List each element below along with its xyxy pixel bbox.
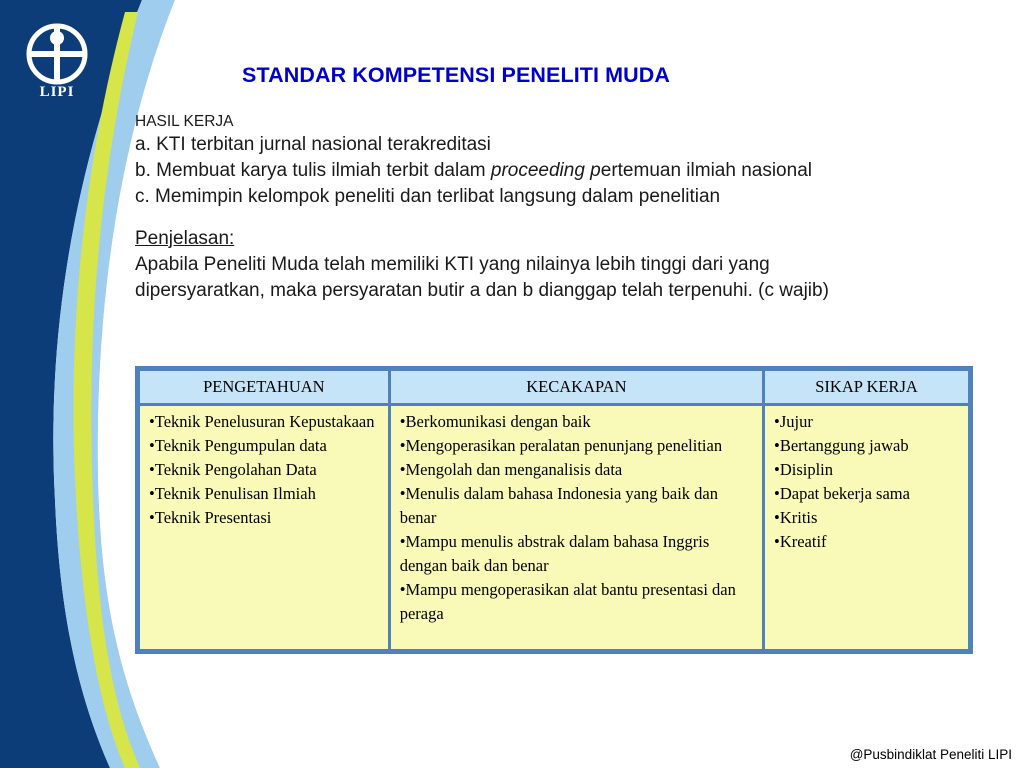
list-item: •Mampu menulis abstrak dalam bahasa Inggris dengan baik dan benar xyxy=(399,532,710,575)
cell-pengetahuan xyxy=(139,405,390,651)
list-item: •Disiplin xyxy=(774,460,833,479)
list-item: •Dapat bekerja sama xyxy=(774,484,910,503)
logo-text: LIPI xyxy=(39,84,75,100)
list-item: •Mengoperasikan peralatan penunjang penelitian xyxy=(399,436,723,455)
list-item: •Mampu mengoperasikan alat bantu presentasi dan peraga xyxy=(399,580,736,623)
list-item: •Teknik Penelusuran Kepustakaan xyxy=(149,412,375,431)
list-item: •Teknik Pengumpulan data xyxy=(149,436,327,455)
header-pengetahuan: PENGETAHUAN xyxy=(139,370,390,405)
table-header-row xyxy=(139,370,970,405)
list-item: •Mengolah dan menganalisis data xyxy=(399,460,623,479)
footer-credit: @Pusbindiklat Peneliti LIPI xyxy=(849,747,1012,762)
list-item: •Berkomunikasi dengan baik xyxy=(399,412,591,431)
competency-table xyxy=(135,366,973,654)
list-item: •Jujur xyxy=(774,412,813,431)
list-item: •Teknik Presentasi xyxy=(149,508,272,527)
page-title: STANDAR KOMPETENSI PENELITI MUDA xyxy=(242,63,671,87)
list-item: •Menulis dalam bahasa Indonesia yang baik dan benar xyxy=(399,484,718,527)
item-b-text-end: ertemuan ilmiah nasional xyxy=(600,160,812,181)
list-item: •Kreatif xyxy=(774,532,827,551)
hasil-kerja-item-b xyxy=(135,158,995,184)
table-row xyxy=(139,405,970,651)
cell-kecakapan xyxy=(389,405,763,651)
list-item: •Bertanggung jawab xyxy=(774,436,909,455)
penjelasan-label: Penjelasan: xyxy=(135,228,235,249)
list-item: •Teknik Pengolahan Data xyxy=(149,460,317,479)
header-sikap-kerja: SIKAP KERJA xyxy=(764,370,970,405)
hasil-kerja-item-c: c. Memimpin kelompok peneliti dan terlibat langsung dalam penelitian xyxy=(135,186,721,207)
list-item: •Kritis xyxy=(774,508,818,527)
list-item: •Teknik Penulisan Ilmiah xyxy=(149,484,316,503)
item-b-italic: proceeding p xyxy=(490,160,601,181)
hasil-kerja-label: HASIL KERJA xyxy=(135,113,234,130)
header-kecakapan: KECAKAPAN xyxy=(389,370,763,405)
hasil-kerja-item-a: a. KTI terbitan jurnal nasional terakreditasi xyxy=(135,134,491,155)
main-content xyxy=(135,112,995,304)
cell-sikap-kerja xyxy=(764,405,970,651)
item-b-text: b. Membuat karya tulis ilmiah terbit dalam xyxy=(135,160,491,181)
penjelasan-line-2: dipersyaratkan, maka persyaratan butir a dan b dianggap telah terpenuhi. (c wajib) xyxy=(135,280,829,301)
penjelasan-line-1: Apabila Peneliti Muda telah memiliki KTI yang nilainya lebih tinggi dari yang xyxy=(135,254,770,275)
